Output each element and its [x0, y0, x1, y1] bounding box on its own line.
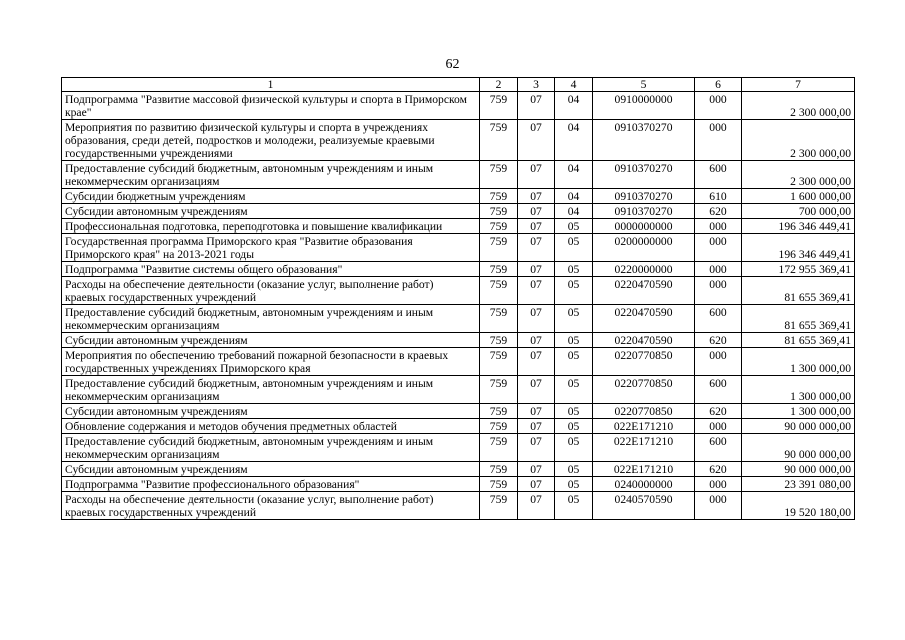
- row-subsection-cell: 05: [555, 348, 593, 376]
- row-ministry-cell: 759: [480, 477, 518, 492]
- row-section-cell: 07: [518, 189, 555, 204]
- row-section-cell: 07: [518, 305, 555, 333]
- row-target-article-cell: 0910000000: [593, 92, 695, 120]
- row-ministry-cell: 759: [480, 492, 518, 520]
- row-expense-type-cell: 600: [695, 305, 742, 333]
- row-target-article-cell: 022E171210: [593, 462, 695, 477]
- row-expense-type-cell: 600: [695, 161, 742, 189]
- header-cell-1: 1: [62, 78, 480, 92]
- header-cell-2: 2: [480, 78, 518, 92]
- row-sum-cell: 2 300 000,00: [742, 92, 855, 120]
- row-target-article-cell: 0220770850: [593, 404, 695, 419]
- row-target-article-cell: 0910370270: [593, 120, 695, 161]
- row-subsection-cell: 05: [555, 477, 593, 492]
- row-expense-type-cell: 000: [695, 262, 742, 277]
- row-name-cell: Предоставление субсидий бюджетным, автономным учреждениям и иным некоммерческим организациям: [62, 434, 480, 462]
- row-subsection-cell: 04: [555, 204, 593, 219]
- row-name-cell: Расходы на обеспечение деятельности (оказание услуг, выполнение работ) краевых государственных учреждений: [62, 492, 480, 520]
- row-ministry-cell: 759: [480, 376, 518, 404]
- row-subsection-cell: 05: [555, 404, 593, 419]
- row-ministry-cell: 759: [480, 92, 518, 120]
- table-row: [62, 234, 855, 262]
- row-section-cell: 07: [518, 404, 555, 419]
- row-section-cell: 07: [518, 333, 555, 348]
- row-name-cell: Субсидии автономным учреждениям: [62, 462, 480, 477]
- row-expense-type-cell: 000: [695, 219, 742, 234]
- table-row: [62, 262, 855, 277]
- row-section-cell: 07: [518, 219, 555, 234]
- row-ministry-cell: 759: [480, 234, 518, 262]
- row-expense-type-cell: 620: [695, 462, 742, 477]
- header-row: [62, 78, 855, 92]
- row-expense-type-cell: 000: [695, 92, 742, 120]
- row-target-article-cell: 0240570590: [593, 492, 695, 520]
- row-expense-type-cell: 000: [695, 277, 742, 305]
- row-name-cell: Расходы на обеспечение деятельности (оказание услуг, выполнение работ) краевых государственных учреждений: [62, 277, 480, 305]
- row-expense-type-cell: 620: [695, 404, 742, 419]
- row-sum-cell: 90 000 000,00: [742, 462, 855, 477]
- row-name-cell: Подпрограмма "Развитие массовой физической культуры и спорта в Приморском крае": [62, 92, 480, 120]
- row-target-article-cell: 0200000000: [593, 234, 695, 262]
- row-subsection-cell: 05: [555, 234, 593, 262]
- row-subsection-cell: 04: [555, 92, 593, 120]
- table-row: [62, 477, 855, 492]
- row-target-article-cell: 022E171210: [593, 419, 695, 434]
- row-ministry-cell: 759: [480, 262, 518, 277]
- row-subsection-cell: 05: [555, 305, 593, 333]
- header-cell-3: 3: [518, 78, 555, 92]
- header-cell-5: 5: [593, 78, 695, 92]
- row-section-cell: 07: [518, 262, 555, 277]
- header-cell-4: 4: [555, 78, 593, 92]
- table-row: [62, 434, 855, 462]
- row-target-article-cell: 0220770850: [593, 376, 695, 404]
- row-subsection-cell: 04: [555, 120, 593, 161]
- table-row: [62, 204, 855, 219]
- row-subsection-cell: 05: [555, 462, 593, 477]
- row-section-cell: 07: [518, 348, 555, 376]
- row-name-cell: Мероприятия по обеспечению требований пожарной безопасности в краевых государственных учреждениях Приморского края: [62, 348, 480, 376]
- row-subsection-cell: 05: [555, 262, 593, 277]
- row-section-cell: 07: [518, 204, 555, 219]
- row-ministry-cell: 759: [480, 404, 518, 419]
- row-section-cell: 07: [518, 277, 555, 305]
- row-sum-cell: 81 655 369,41: [742, 333, 855, 348]
- table-row: [62, 120, 855, 161]
- row-ministry-cell: 759: [480, 462, 518, 477]
- table-row: [62, 189, 855, 204]
- row-name-cell: Профессиональная подготовка, переподготовка и повышение квалификации: [62, 219, 480, 234]
- row-subsection-cell: 05: [555, 333, 593, 348]
- row-name-cell: Субсидии автономным учреждениям: [62, 404, 480, 419]
- row-target-article-cell: 022E171210: [593, 434, 695, 462]
- table-row: [62, 404, 855, 419]
- row-expense-type-cell: 000: [695, 477, 742, 492]
- row-section-cell: 07: [518, 161, 555, 189]
- table-row: [62, 492, 855, 520]
- row-ministry-cell: 759: [480, 120, 518, 161]
- row-sum-cell: 1 300 000,00: [742, 348, 855, 376]
- row-expense-type-cell: 620: [695, 204, 742, 219]
- row-expense-type-cell: 600: [695, 434, 742, 462]
- row-sum-cell: 196 346 449,41: [742, 234, 855, 262]
- row-subsection-cell: 04: [555, 161, 593, 189]
- row-section-cell: 07: [518, 92, 555, 120]
- row-subsection-cell: 05: [555, 419, 593, 434]
- row-sum-cell: 90 000 000,00: [742, 434, 855, 462]
- row-sum-cell: 81 655 369,41: [742, 305, 855, 333]
- row-ministry-cell: 759: [480, 419, 518, 434]
- row-ministry-cell: 759: [480, 219, 518, 234]
- row-target-article-cell: 0220470590: [593, 305, 695, 333]
- row-sum-cell: 2 300 000,00: [742, 120, 855, 161]
- row-sum-cell: 19 520 180,00: [742, 492, 855, 520]
- row-name-cell: Предоставление субсидий бюджетным, автономным учреждениям и иным некоммерческим организациям: [62, 161, 480, 189]
- row-name-cell: Субсидии бюджетным учреждениям: [62, 189, 480, 204]
- row-target-article-cell: 0910370270: [593, 189, 695, 204]
- row-target-article-cell: 0220470590: [593, 277, 695, 305]
- row-expense-type-cell: 620: [695, 333, 742, 348]
- row-ministry-cell: 759: [480, 348, 518, 376]
- row-section-cell: 07: [518, 477, 555, 492]
- budget-table: [61, 77, 855, 520]
- row-subsection-cell: 05: [555, 219, 593, 234]
- row-sum-cell: 1 300 000,00: [742, 404, 855, 419]
- row-name-cell: Подпрограмма "Развитие системы общего образования": [62, 262, 480, 277]
- row-name-cell: Субсидии автономным учреждениям: [62, 333, 480, 348]
- row-subsection-cell: 04: [555, 189, 593, 204]
- row-name-cell: Мероприятия по развитию физической культуры и спорта в учреждениях образования, среди детей, подростков и молодежи, реализуемые краевыми государственными учреждениями: [62, 120, 480, 161]
- table-row: [62, 333, 855, 348]
- row-section-cell: 07: [518, 234, 555, 262]
- row-expense-type-cell: 610: [695, 189, 742, 204]
- header-cell-7: 7: [742, 78, 855, 92]
- row-section-cell: 07: [518, 434, 555, 462]
- page-number: 62: [445, 57, 460, 72]
- row-name-cell: Подпрограмма "Развитие профессионального образования": [62, 477, 480, 492]
- row-name-cell: Предоставление субсидий бюджетным, автономным учреждениям и иным некоммерческим организациям: [62, 376, 480, 404]
- row-expense-type-cell: 600: [695, 376, 742, 404]
- row-sum-cell: 172 955 369,41: [742, 262, 855, 277]
- row-sum-cell: 90 000 000,00: [742, 419, 855, 434]
- table-row: [62, 348, 855, 376]
- row-subsection-cell: 05: [555, 376, 593, 404]
- row-ministry-cell: 759: [480, 333, 518, 348]
- row-target-article-cell: 0000000000: [593, 219, 695, 234]
- row-sum-cell: 81 655 369,41: [742, 277, 855, 305]
- row-ministry-cell: 759: [480, 305, 518, 333]
- row-sum-cell: 23 391 080,00: [742, 477, 855, 492]
- row-subsection-cell: 05: [555, 492, 593, 520]
- table-row: [62, 161, 855, 189]
- row-expense-type-cell: 000: [695, 234, 742, 262]
- row-sum-cell: 196 346 449,41: [742, 219, 855, 234]
- row-target-article-cell: 0220470590: [593, 333, 695, 348]
- row-target-article-cell: 0220770850: [593, 348, 695, 376]
- row-section-cell: 07: [518, 462, 555, 477]
- table-row: [62, 219, 855, 234]
- row-target-article-cell: 0240000000: [593, 477, 695, 492]
- row-sum-cell: 700 000,00: [742, 204, 855, 219]
- row-target-article-cell: 0910370270: [593, 161, 695, 189]
- table-row: [62, 305, 855, 333]
- row-target-article-cell: 0220000000: [593, 262, 695, 277]
- row-sum-cell: 2 300 000,00: [742, 161, 855, 189]
- row-target-article-cell: 0910370270: [593, 204, 695, 219]
- row-name-cell: Субсидии автономным учреждениям: [62, 204, 480, 219]
- row-ministry-cell: 759: [480, 434, 518, 462]
- row-section-cell: 07: [518, 120, 555, 161]
- row-sum-cell: 1 600 000,00: [742, 189, 855, 204]
- table-row: [62, 376, 855, 404]
- row-name-cell: Государственная программа Приморского края "Развитие образования Приморского края" на 2013-2021 годы: [62, 234, 480, 262]
- row-section-cell: 07: [518, 376, 555, 404]
- header-cell-6: 6: [695, 78, 742, 92]
- table-row: [62, 462, 855, 477]
- row-ministry-cell: 759: [480, 277, 518, 305]
- row-name-cell: Предоставление субсидий бюджетным, автономным учреждениям и иным некоммерческим организациям: [62, 305, 480, 333]
- row-expense-type-cell: 000: [695, 348, 742, 376]
- row-section-cell: 07: [518, 492, 555, 520]
- table-row: [62, 419, 855, 434]
- row-expense-type-cell: 000: [695, 492, 742, 520]
- table-row: [62, 277, 855, 305]
- row-ministry-cell: 759: [480, 161, 518, 189]
- row-name-cell: Обновление содержания и методов обучения предметных областей: [62, 419, 480, 434]
- row-subsection-cell: 05: [555, 277, 593, 305]
- row-ministry-cell: 759: [480, 204, 518, 219]
- row-sum-cell: 1 300 000,00: [742, 376, 855, 404]
- table-row: [62, 92, 855, 120]
- row-ministry-cell: 759: [480, 189, 518, 204]
- row-subsection-cell: 05: [555, 434, 593, 462]
- row-expense-type-cell: 000: [695, 120, 742, 161]
- row-expense-type-cell: 000: [695, 419, 742, 434]
- row-section-cell: 07: [518, 419, 555, 434]
